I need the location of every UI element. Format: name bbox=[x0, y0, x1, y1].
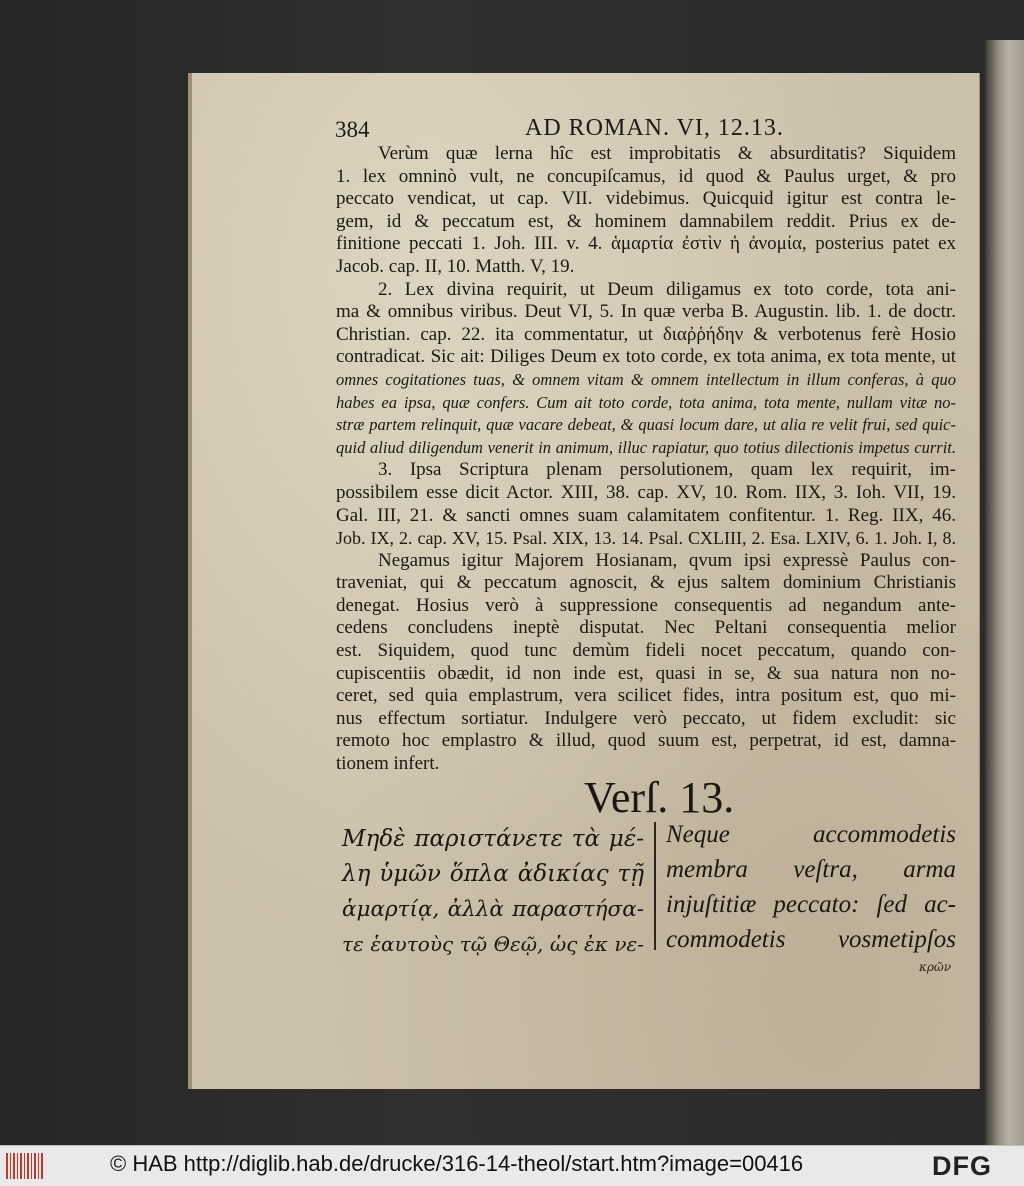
footer-bar bbox=[0, 1145, 1024, 1186]
latin-line: Neque accommodetis bbox=[666, 821, 956, 848]
text-line: Christian. cap. 22. ita commentatur, ut διαῤῥήδην & verbotenus ferè Hosio bbox=[336, 323, 956, 345]
text-line: cedens concludens ineptè disputat. Nec Peltani consequentia melior bbox=[336, 617, 956, 639]
text-line: peccato vendicat, ut cap. VII. videbimus. Quicquid igitur est contra le- bbox=[336, 188, 956, 210]
text-line: 2. Lex divina requirit, ut Deum diligamus ex toto corde, tota ani- bbox=[378, 278, 956, 300]
body-text bbox=[336, 143, 956, 776]
text-line: ma & omnibus viribus. Deut VI, 5. In quæ verba B. Augustin. lib. 1. de doctr. bbox=[336, 301, 956, 323]
page-number: 384 bbox=[335, 117, 370, 142]
text-line: Verùm quæ lerna hîc est improbitatis & absurditatis? Siquidem bbox=[378, 143, 956, 164]
page-header bbox=[335, 115, 955, 145]
verse-heading: Verſ. 13. bbox=[584, 773, 735, 822]
text-line: stræ partem relinquit, quæ vacare debeat, & quasi locum dare, ut alia re velit frui, sed quic- bbox=[336, 415, 956, 435]
page-edge bbox=[188, 73, 192, 1089]
text-line: 1. lex omninò vult, ne concupiſcamus, id quod & Paulus urget, & pro bbox=[336, 165, 956, 187]
text-line: omnes cogitationes tuas, & omnem vitam & omnem intellectum in illum conferas, à quo bbox=[336, 369, 956, 389]
text-line: quid aliud diligendum venerit in animum, illuc rapiatur, quo totius dilectionis impetus currit. bbox=[336, 437, 956, 457]
latin-line: commodetis vosmetipſos bbox=[666, 926, 956, 953]
text-line: nus effectum sortiatur. Indulgere verò peccato, ut fidem excludit: sic bbox=[336, 707, 956, 729]
latin-column bbox=[666, 817, 956, 957]
adjacent-page-edge bbox=[985, 40, 1024, 1145]
text-line: cupiscentiis obædit, id non inde est, quasi in se, & sua natura non no- bbox=[336, 662, 956, 684]
greek-column bbox=[342, 822, 644, 962]
text-line: Gal. III, 21. & sancti omnes suam calamitatem confitentur. 1. Reg. IIX, 46. bbox=[336, 504, 956, 526]
running-head: AD ROMAN. VI, 12.13. bbox=[525, 115, 784, 141]
latin-line: injuſtitiæ peccato: ſed ac- bbox=[666, 891, 956, 918]
text-line: Job. IX, 2. cap. XV, 15. Psal. XIX, 13. 14. Psal. CXLIII, 2. Esa. LXIV, 6. 1. Joh. I, 8. bbox=[336, 528, 956, 549]
greek-line: λη ὑμῶν ὅπλα ἀδικίας τῇ bbox=[342, 861, 644, 887]
text-line: traveniat, qui & peccatum agnoscit, & ejus saltem dominium Christianis bbox=[336, 572, 956, 594]
text-line: denegat. Hosius verò à suppressione consequentis ad negandum ante- bbox=[336, 594, 956, 616]
greek-line: ἁμαρτίᾳ, ἀλλὰ παραστήσα- bbox=[342, 897, 644, 922]
dfg-logo: DFG bbox=[932, 1151, 992, 1181]
catchword: κρῶν bbox=[919, 960, 952, 974]
text-line: gem, id & peccatum est, & hominem damnabilem reddit. Prius ex de- bbox=[336, 210, 956, 232]
text-line: Jacob. cap. II, 10. Matth. V, 19. bbox=[336, 255, 575, 277]
text-line: est. Siquidem, quod tunc demùm fideli nocet peccatum, quando con- bbox=[336, 640, 956, 662]
text-line: remoto hoc emplastro & illud, quod suum est, perpetrat, id est, damna- bbox=[336, 730, 956, 752]
text-line: finitione peccati 1. Joh. III. v. 4. ἁμαρτία ἐστὶν ἡ ἀνομία, posterius patet ex bbox=[336, 233, 956, 255]
text-line: ceret, sed quia emplastrum, vera scilicet fides, intra positum est, quo mi- bbox=[336, 685, 956, 707]
text-line: possibilem esse dicit Actor. XIII, 38. cap. XV, 10. Rom. IIX, 3. Ioh. VII, 19. bbox=[336, 481, 956, 503]
greek-line: Μηδὲ παριστάνετε τὰ μέ- bbox=[342, 826, 644, 852]
text-line: Negamus igitur Majorem Hosianam, qvum ipsi expressè Paulus con- bbox=[378, 549, 956, 571]
hab-barcode-icon bbox=[6, 1153, 44, 1179]
text-line: 3. Ipsa Scriptura plenam persolutionem, quam lex requirit, im- bbox=[378, 459, 956, 481]
text-line: tionem infert. bbox=[336, 753, 440, 775]
latin-line: membra veſtra, arma bbox=[666, 856, 956, 883]
text-line: contradicat. Sic ait: Diliges Deum ex toto corde, ex tota anima, ex tota mente, ut bbox=[336, 346, 956, 368]
credit-link[interactable]: © HAB http://diglib.hab.de/drucke/316-14-theol/start.htm?image=00416 bbox=[110, 1151, 804, 1176]
column-divider bbox=[654, 822, 656, 950]
text-line: habes ea ipsa, quæ confers. Cum ait toto corde, tota anima, tota mente, nullam vitæ no- bbox=[336, 392, 956, 412]
greek-line: τε ἑαυτοὺς τῷ Θεῷ, ὡς ἐκ νε- bbox=[342, 932, 644, 956]
